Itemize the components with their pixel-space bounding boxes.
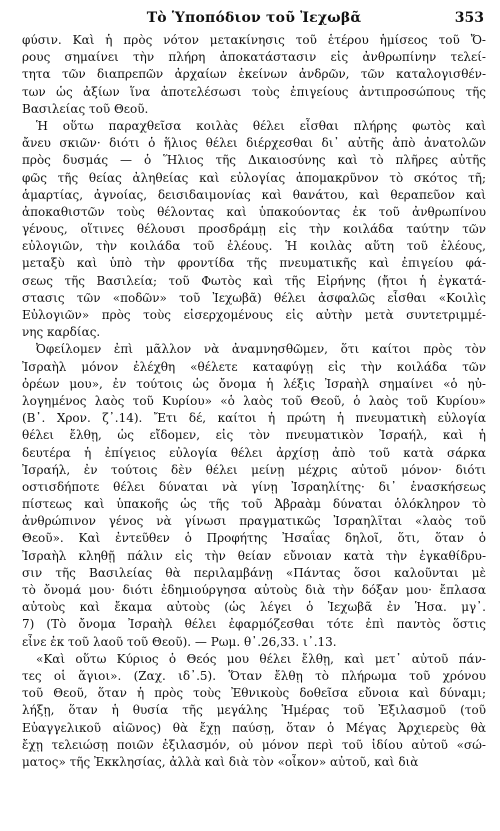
text-line: εὐλογιῶν, τὴν κοιλάδα τοῦ ἐλέους. Ἡ κοιλὰς αὕτη τοῦ ἐλέους,	[22, 239, 486, 254]
text-line: μεταξὺ καὶ ὑπὸ τὴν φροντίδα τῆς πνευματικῆς καὶ ἐπιγείου φά-	[22, 256, 486, 271]
text-line: ματος» τῆς Ἐκκλησίας, ἀλλὰ καὶ διὰ τὸν «οἶκον» αὐτοῦ, καὶ διὰ	[22, 754, 419, 769]
text-line: τοῦ Θεοῦ, ὅταν ἡ πρὸς τοὺς Ἐθνικοὺς δοθεῖσα εὔνοια καὶ δύναμι;	[22, 686, 486, 701]
running-header	[22, 6, 486, 30]
text-line: θέλει ἔλθῃ, ὡς εἴδομεν, εἰς τὸν πνευματικὸν Ἰσραήλ, καὶ ἡ	[22, 428, 486, 443]
text-line: φύσιν. Καὶ ἡ πρὸς νότον μετακίνησις τοῦ ἑτέρου ἡμίσεος τοῦ Ὄ-	[22, 33, 486, 47]
text-line: «Καὶ οὕτω Κύριος ὁ Θεός μου θέλει ἔλθῃ, καὶ μετ᾽ αὐτοῦ πάν-	[36, 651, 486, 666]
page-number: 353	[454, 10, 484, 26]
text-line: στασις τῶν «ποδῶν» τοῦ Ἰεχωβᾶ) θέλει ἀσφαλῶς εἶσθαι «Κοιλὶς	[22, 290, 486, 305]
text-line: νης καρδίας.	[22, 325, 101, 340]
text-line: ἀποκαθιστῶν τοὺς θέλοντας καὶ ὑπακούοντας ἐκ τοῦ ἀνθρωπίνου	[22, 204, 486, 219]
text-line: σεως τῆς Βασιλεία; τοῦ Φωτὸς καὶ τῆς Εἰρήνης (ἤτοι ἡ ἐγκατά-	[22, 273, 486, 288]
text-line: εἶνε ἐκ τοῦ λαοῦ τοῦ Θεοῦ). — Ρωμ. θ᾽.26,33. ι᾽.13.	[22, 634, 337, 649]
text-line: ἁμαρτίας, ἀγνοίας, δεισιδαιμονίας καὶ θανάτου, καὶ θεραπεῦον καὶ	[22, 187, 486, 202]
text-line: ἀνθρώπινον γένος νὰ γίνωσι πραγματικῶς Ἰσραηλῖται «λαὸς τοῦ	[22, 514, 486, 529]
text-line: Βασιλείας τοῦ Θεοῦ.	[22, 101, 149, 116]
text-line: τες οἱ ἅγιοι». (Ζαχ. ιδ᾽.5). Ὅταν ἔλθῃ τὸ πλήρωμα τοῦ χρόνου	[22, 668, 486, 683]
text-line: 7) (Τὸ ὄνομα Ἰσραὴλ θέλει ἐφαρμόζεσθαι τότε ἐπὶ παντὸς ὅστις	[22, 617, 486, 632]
text-line: οστισδήποτε θέλει δύναται νὰ γίνῃ Ἰσραηλίτης· δι᾽ ἐνασκήσεως	[22, 479, 486, 494]
text-line: πρὸς δυσμάς — ὁ Ἥλιος τῆς Δικαιοσύνης καὶ τὸ πλῆρες αὐτῆς	[22, 153, 486, 168]
text-line: πίστεως καὶ ὑπακοῆς ὡς τῆς τοῦ Ἀβραὰμ δύναται ὁλόκληρον τὸ	[22, 497, 486, 512]
text-line: τὸ ὄνομά μου· διότι ἐδημιούργησα αὐτοὺς διὰ τὴν δόξαν μου· ἔπλασα	[22, 583, 486, 597]
text-line: Ἰσραὴλ κληθῇ πάλιν εἰς τὴν θείαν εὔνοιαν κατὰ τὴν ἐγκαθίδρυ-	[22, 548, 486, 563]
text-line: Ἰσραήλ, ἐν τούτοις δὲν θέλει μείνῃ μέχρις αὐτοῦ μόνον· διότι	[22, 462, 486, 477]
text-line: ἄνευ σκιῶν· διότι ὁ ἥλιος θέλει διέρχεσθαι δι᾽ αὐτῆς ἀπὸ ἀνατολῶν	[22, 136, 486, 151]
text-line: σιν τῆς Βασιλείας θὰ περιλαμβάνῃ «Πάντας ὅσοι καλοῦνται μὲ	[22, 565, 486, 580]
text-line: αὐτοὺς καὶ ἔκαμα αὐτοὺς (ὡς λέγει ὁ Ἰεχωβᾶ ἐν Ἡσα. μγ᾽.	[22, 600, 486, 615]
text-line: γένους, οἵτινες θέλουσι προσδράμῃ εἰς τὴν κοιλάδα ταύτην τῶν	[22, 222, 486, 237]
text-line: ρους σημαίνει τὴν πλήρη ἀποκατάστασιν εἰς ἀνθρωπίνην τελεί-	[22, 50, 486, 65]
text-line: Εὐλογιῶν» πρὸς τοὺς εἰσερχομένους εἰς αὐτὴν μετὰ συντετριμμέ-	[22, 308, 486, 322]
text-line: Θεοῦ». Καὶ ἐντεῦθεν ὁ Προφήτης Ἠσαΐας δηλοῖ, ὅτι, ὅταν ὁ	[22, 531, 486, 546]
text-line: τητα τῶν διαπρεπῶν ἀρχαίων ἐκείνων ἀνδρῶν, τῶν καταλογισθέν-	[22, 67, 486, 82]
text-line: ὀρέων μου», ἐν τούτοις ὡς ὄνομα ἡ λέξις Ἰσραὴλ σημαίνει «ὁ ηὐ-	[22, 376, 486, 391]
text-line: Ἡ οὕτω παραχθεῖσα κοιλὰς θέλει εἶσθαι πλήρης φωτὸς καὶ	[36, 118, 486, 133]
text-line: λογημένος λαὸς τοῦ Κυρίου» «ὁ λαὸς τοῦ Θεοῦ, ὁ λαὸς τοῦ Κυρίου»	[22, 393, 486, 408]
text-line: των ὡς ἀξίων ἵνα ἀποτελέσωσι τοὺς ἐπιγείους ἀντιπροσώπους τῆς	[22, 84, 486, 99]
text-line: Ἰσραὴλ μόνον ἐλέχθη «θέλετε καταφύγῃ εἰς τὴν κοιλάδα τῶν	[22, 359, 486, 374]
text-line: (Β᾽. Χρον. ζ᾽.14). Ἔτι δέ, καίτοι ἡ πρώτη ἡ πνευματικὴ εὐλογία	[22, 411, 486, 426]
text-line: Εὐαγγελικοῦ αἰῶνος) θὰ ἔχῃ παύσῃ, ὅταν ὁ Μέγας Ἀρχιερεὺς θὰ	[22, 720, 486, 735]
text-line: δευτέρα ἡ ἐπίγειος εὐλογία θέλει ἀρχίσῃ ἀπὸ τοῦ κατὰ σάρκα	[22, 445, 486, 460]
running-title: Τὸ Ὑποπόδιον τοῦ Ἰεχωβᾶ	[146, 10, 362, 26]
text-line: λήξῃ, ὅταν ἡ θυσία τῆς μεγάλης Ἡμέρας τοῦ Ἐξιλασμοῦ (τοῦ	[22, 703, 486, 718]
body-text	[22, 32, 486, 771]
text-line: φῶς τῆς θείας ἀληθείας καὶ εὐλογίας ἀπομακρῦνον τὸ σκότος τῆ;	[22, 170, 486, 185]
text-line: ἔχῃ τελειώσῃ ποιῶν ἐξιλασμόν, οὐ μόνον περὶ τοῦ ἰδίου αὐτοῦ «σώ-	[22, 737, 486, 752]
text-line: Ὀφείλομεν ἐπὶ μᾶλλον νὰ ἀναμνησθῶμεν, ὅτι καίτοι πρὸς τὸν	[36, 342, 486, 357]
